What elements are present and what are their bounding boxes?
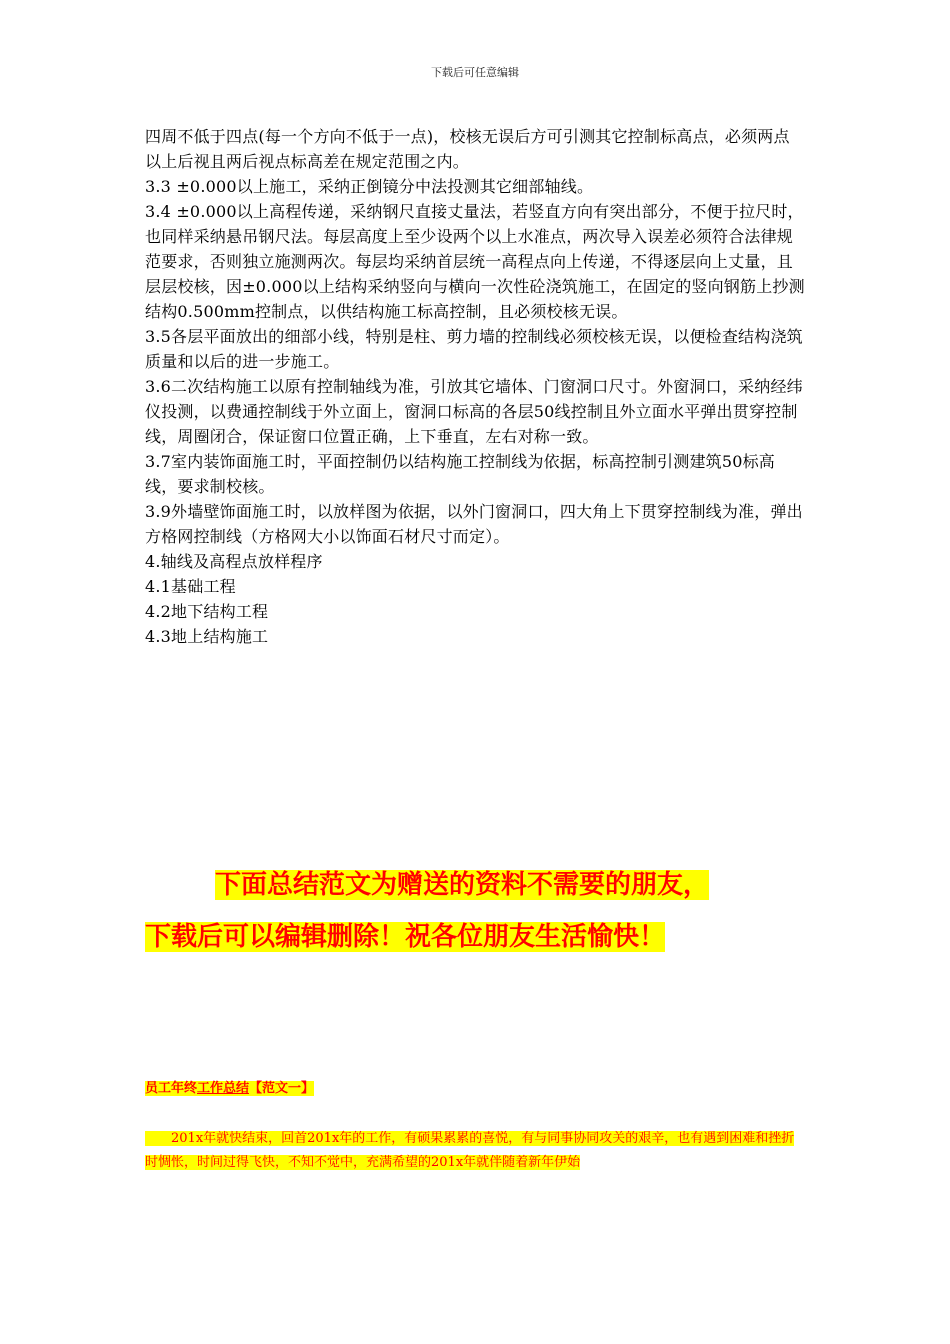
promo-line-2-text: 下载后可以编辑删除！祝各位朋友生活愉快！ [145,922,666,952]
essay-title [145,1080,314,1098]
subsection-heading: 4.1基础工程 [145,577,236,596]
promo-line-1 [145,868,805,902]
document-body [145,124,805,649]
essay-title-prefix: 员工年终 [145,1081,198,1096]
essay-title-link[interactable]: 工作总结 [197,1081,250,1096]
body-paragraph: 3.9外墙壁饰面施工时，以放样图为依据，以外门窗洞口，四大角上下贯穿控制线为准，弹出方格网控制线（方格网大小以饰面石材尺寸而定）。 [145,502,803,546]
essay-paragraph-indent [145,1131,171,1146]
promo-line-1-text: 下面总结范文为赠送的资料不需要的朋友， [215,870,710,900]
body-paragraph: 3.7室内装饰面施工时，平面控制仍以结构施工控制线为依据，标高控制引测建筑50标高线，要求制校核。 [145,452,776,496]
essay-paragraph-body [145,1127,805,1175]
promo-line-2 [145,920,805,954]
essay-title-suffix: 【范文一】 [249,1081,315,1096]
page-header-note: 下载后可任意编辑 [431,66,519,79]
essay-paragraph-text: 201x年就快结束，回首201x年的工作，有硕果累累的喜悦，有与同事协同攻关的艰辛，也有遇到困难和挫折时惆怅，时间过得飞快，不知不觉中，充满希望的201x年就伴随着新年伊始 [145,1131,795,1170]
section-heading: 4.轴线及高程点放样程序 [145,552,323,571]
subsection-heading: 4.2地下结构工程 [145,602,269,621]
body-paragraph: 3.5各层平面放出的细部小线，特别是柱、剪力墙的控制线必须校核无误，以便检查结构浇筑质量和以后的进一步施工。 [145,327,803,371]
body-paragraph: 3.3 ±0.000以上施工，采纳正倒镜分中法投测其它细部轴线。 [145,177,594,196]
body-paragraph: 四周不低于四点(每一个方向不低于一点)，校核无误后方可引测其它控制标高点，必须两点以上后视且两后视点标高差在规定范围之内。 [145,127,790,171]
body-paragraph: 3.6二次结构施工以原有控制轴线为准，引放其它墙体、门窗洞口尺寸。外窗洞口，采纳经纬仪投测，以费通控制线于外立面上，窗洞口标高的各层50线控制且外立面水平弹出贯穿控制线，周圈闭合，保证窗口位置正确，上下垂直，左右对称一致。 [145,377,803,446]
subsection-heading: 4.3地上结构施工 [145,627,269,646]
essay-paragraph [145,1127,805,1175]
body-paragraph: 3.4 ±0.000以上高程传递，采纳钢尺直接丈量法，若竖直方向有突出部分，不便于拉尺时，也同样采纳悬吊钢尺法。每层高度上至少设两个以上水准点，两次导入误差必须符合法律规范要求，否则独立施测两次。每层均采纳首层统一高程点向上传递，不得逐层向上丈量，且层层校核，因±0.000以上结构采纳竖向与横向一次性砼浇筑施工，在固定的竖向钢筋上抄测结构0.500mm控制点，以供结构施工标高控制，且必须校核无误。 [145,202,805,321]
